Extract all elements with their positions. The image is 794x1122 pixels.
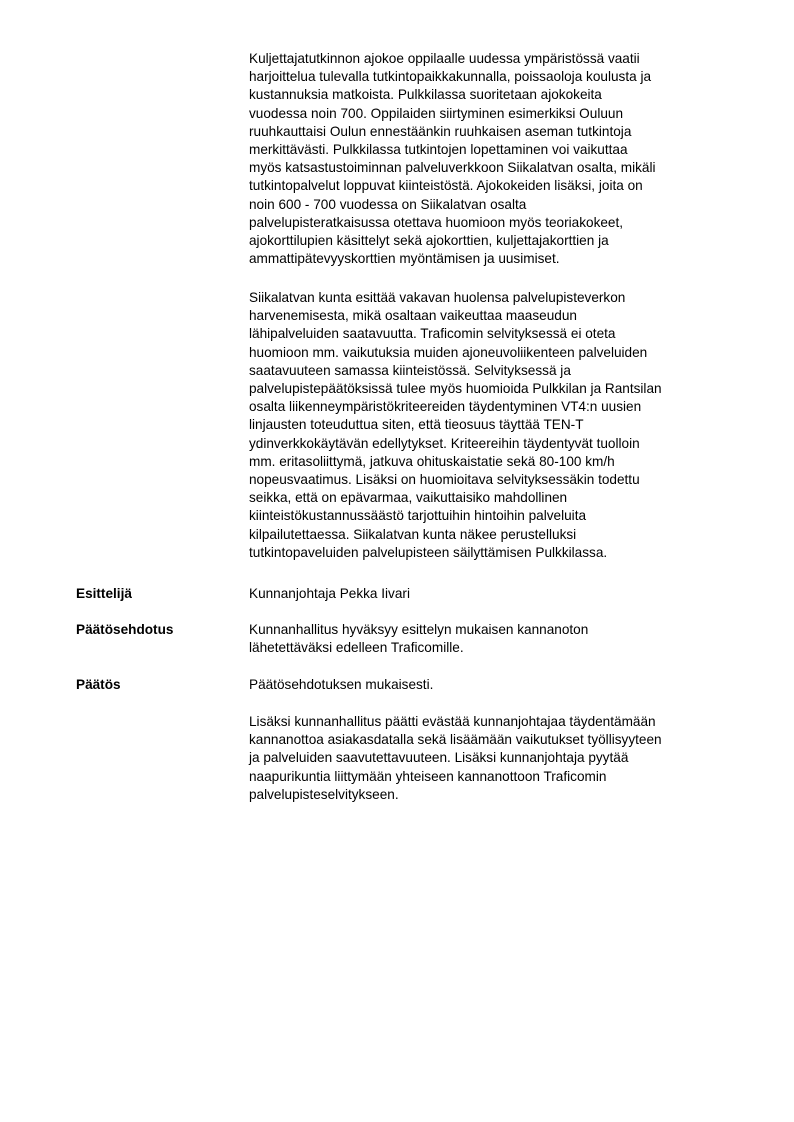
- text-line: palvelupisteratkaisussa otettava huomioon myös teoriakokeet,: [249, 214, 624, 230]
- text-line: ajokorttilupien käsittelyt sekä ajokorttien, kuljettajakorttien ja: [249, 233, 609, 249]
- value-paatosehdotus: [249, 621, 588, 657]
- text-line: Kunnanhallitus hyväksyy esittelyn mukaisen kannanoton: [249, 622, 589, 637]
- text-line: noin 600 - 700 vuodessa on Siikalatvan osalta: [249, 196, 527, 212]
- text-line: naapurikuntia liittymään yhteiseen kannanottoon Traficomin: [249, 768, 607, 784]
- value-paatos: Päätösehdotuksen mukaisesti.: [249, 677, 434, 692]
- text-line: saatavuuteen samassa kiinteistössä. Selvityksessä ja: [249, 362, 571, 378]
- text-line: ammattipätevyyskorttien myöntämisen ja uusimiset.: [249, 251, 560, 267]
- paragraph-driving-test: [249, 50, 739, 268]
- text-line: nopeusvaatimus. Lisäksi on huomioitava selvityksessäkin todettu: [249, 472, 640, 488]
- text-line: Lisäksi kunnanhallitus päätti evästää kunnanjohtajaa täydentämään: [249, 714, 656, 729]
- text-line: kiinteistökustannussäästö tarjottuihin hintoihin palveluita: [249, 508, 587, 524]
- text-line: kilpailutettaessa. Siikalatvan kunta näkee perustelluksi: [249, 526, 577, 542]
- text-line: linjausten toteuduttua siten, että tieosuus täyttää TEN-T: [249, 417, 584, 433]
- label-paatosehdotus: Päätösehdotus: [76, 622, 174, 637]
- paragraph-municipality-concern: [249, 289, 739, 562]
- text-line: lähipalveluiden saatavuutta. Traficomin selvityksessä ei oteta: [249, 326, 616, 342]
- text-line: myös katsastustoiminnan palveluverkkoon Siikalatvan osalta, mikäli: [249, 160, 656, 176]
- text-line: palvelupisteselvitykseen.: [249, 786, 399, 802]
- text-line: kustannuksia matkoista. Pulkkilassa suoritetaan ajokokeita: [249, 87, 602, 103]
- text-line: merkittävästi. Pulkkilassa tutkintojen lopettaminen voi vaikuttaa: [249, 142, 628, 158]
- text-line: harvenemisesta, mikä osaltaan vaikeuttaa maaseudun: [249, 308, 577, 324]
- text-line: ruuhkauttaisi Oulun ennestäänkin ruuhkaisen aseman tutkintoja: [249, 123, 632, 139]
- text-line: harjoittelua tulevalla tutkintopaikkakunnalla, poissaoloja koulusta ja: [249, 69, 652, 85]
- text-line: lähetettäväksi edelleen Traficomille.: [249, 640, 464, 656]
- text-line: tutkintopalvelut loppuvat kiinteistöstä. Ajokokeiden lisäksi, joita on: [249, 178, 643, 194]
- text-line: kannanottoa asiakasdatalla sekä lisäämään vaikutukset työllisyyteen: [249, 732, 662, 748]
- value-esittelija: Kunnanjohtaja Pekka Iivari: [249, 586, 410, 601]
- label-esittelija: Esittelijä: [76, 586, 132, 601]
- paragraph-additional-decision: [249, 713, 739, 804]
- text-line: osalta liikenneympäristökriteereiden täydentyminen VT4:n uusien: [249, 399, 642, 415]
- text-line: seikka, että on epävarmaa, vaikuttaisiko mahdollinen: [249, 490, 568, 506]
- text-line: Kuljettajatutkinnon ajokoe oppilaalle uudessa ympäristössä vaatii: [249, 51, 640, 66]
- text-line: mm. eritasoliittymä, jatkuva ohituskaistatie sekä 80-100 km/h: [249, 453, 615, 469]
- text-line: huomioon mm. vaikutuksia muiden ajoneuvoliikenteen palveluiden: [249, 344, 648, 360]
- text-line: palvelupistepäätöksissä tulee myös huomioida Pulkkilan ja Rantsilan: [249, 381, 662, 397]
- text-line: ja palveluiden saavutettavuuteen. Lisäksi kunnanjohtaja pyytää: [249, 750, 629, 766]
- label-paatos: Päätös: [76, 677, 121, 692]
- text-line: ydinverkkokäytävän edellytykset. Kriteereihin täydentyvät tuolloin: [249, 435, 640, 451]
- text-line: tutkintopaveluiden palvelupisteen säilyttämisen Pulkkilassa.: [249, 544, 608, 560]
- text-line: Siikalatvan kunta esittää vakavan huolensa palvelupisteverkon: [249, 290, 626, 305]
- text-line: vuodessa noin 700. Oppilaiden siirtyminen esimerkiksi Ouluun: [249, 105, 624, 121]
